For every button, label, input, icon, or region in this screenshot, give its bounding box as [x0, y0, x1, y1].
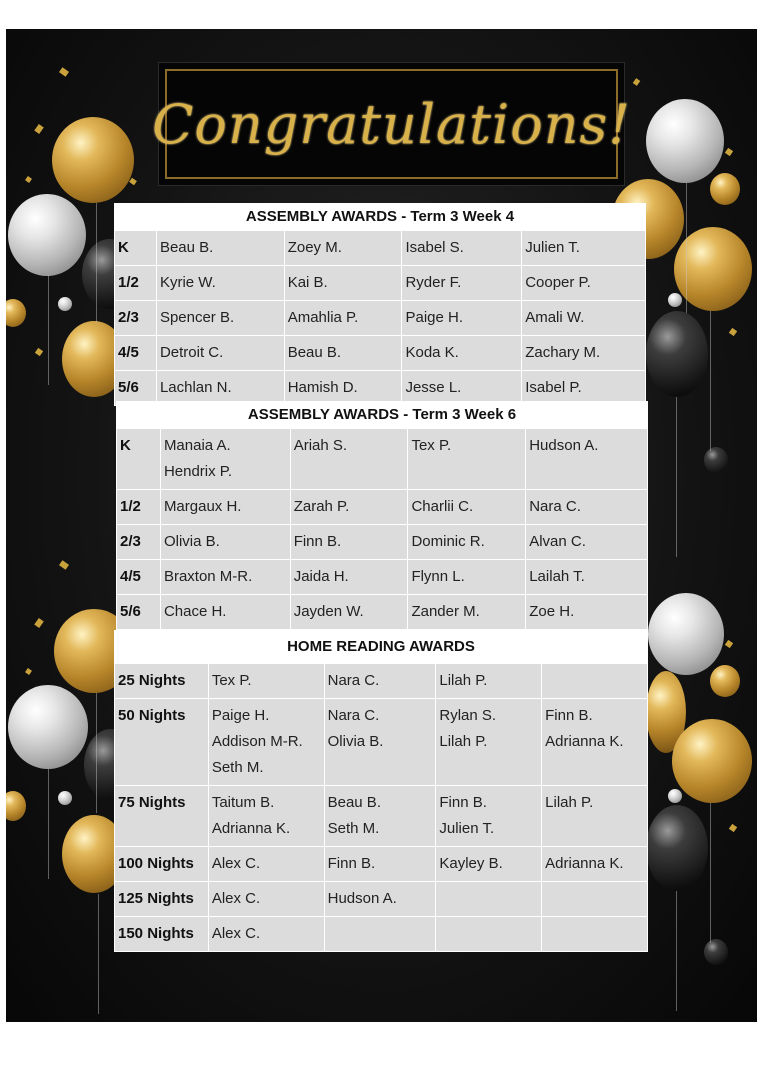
table-row: [117, 429, 648, 490]
table-cell: [542, 917, 648, 952]
table-row: [115, 882, 648, 917]
table-cell: [542, 664, 648, 699]
table-cell: [436, 917, 542, 952]
cell-line: Rylan S.: [439, 707, 497, 724]
table-row: [117, 490, 648, 525]
cell-line: Nara C.: [529, 498, 581, 515]
table-cell: Isabel P.: [522, 371, 646, 406]
table-cell: [542, 699, 648, 786]
black-balloon: [646, 311, 708, 397]
table-cell: Isabel S.: [402, 231, 522, 266]
silver-balloon: [8, 194, 86, 276]
confetti: [25, 176, 32, 183]
table-title: HOME READING AWARDS: [115, 631, 648, 664]
table-cell: Paige H.: [402, 301, 522, 336]
table-row: [117, 560, 648, 595]
confetti: [34, 124, 44, 134]
table-cell: [208, 699, 324, 786]
cell-line: Manaia A.: [163, 437, 231, 454]
cell-line: Finn B.: [545, 707, 593, 724]
table-cell: Spencer B.: [156, 301, 284, 336]
gold-balloon: [672, 719, 752, 803]
table-cell: Detroit C.: [156, 336, 284, 371]
cell-line: Alex C.: [211, 890, 261, 907]
table-cell: [408, 560, 526, 595]
table-cell: [160, 560, 290, 595]
row-label: K: [115, 231, 157, 266]
silver-balloon: [8, 685, 88, 769]
cell-line: Alex C.: [211, 925, 261, 942]
balloon-string: [676, 891, 677, 1011]
table-cell: [208, 917, 324, 952]
cell-line: Taitum B.: [211, 794, 275, 811]
table-cell: [436, 786, 542, 847]
row-label: 5/6: [117, 595, 161, 630]
table-cell: [160, 429, 290, 490]
cell-line: Tex P.: [211, 672, 252, 689]
table-cell: Ryder F.: [402, 266, 522, 301]
table-cell: [208, 882, 324, 917]
cell-line: Zander M.: [411, 603, 480, 620]
black-balloon: [704, 939, 728, 965]
cell-line: Adrianna K.: [211, 820, 291, 837]
table-title: ASSEMBLY AWARDS - Term 3 Week 4: [115, 204, 646, 231]
table-cell: [436, 847, 542, 882]
confetti: [729, 328, 737, 336]
cell-line: Braxton M-R.: [163, 568, 253, 585]
cell-line: Kayley B.: [439, 855, 503, 872]
table-cell: [436, 664, 542, 699]
confetti: [633, 78, 641, 86]
gold-balloon: [710, 665, 740, 697]
table-cell: [208, 786, 324, 847]
cell-line: Beau B.: [327, 794, 381, 811]
gold-balloon: [6, 791, 26, 821]
balloon-string: [710, 311, 711, 451]
confetti: [725, 640, 733, 648]
cell-line: Margaux H.: [163, 498, 242, 515]
table-row: [115, 664, 648, 699]
silver-balloon: [668, 789, 682, 803]
cell-line: Seth M.: [327, 820, 380, 837]
gold-balloon: [710, 173, 740, 205]
row-label: K: [117, 429, 161, 490]
table-cell: [324, 664, 436, 699]
cell-line: Adrianna K.: [545, 855, 624, 872]
table-cell: Beau B.: [284, 336, 402, 371]
confetti: [725, 148, 733, 156]
table-cell: [436, 699, 542, 786]
week6-awards-table: [116, 401, 648, 630]
cell-line: Hudson A.: [327, 890, 397, 907]
cell-line: Jaida H.: [293, 568, 349, 585]
row-label: 150 Nights: [115, 917, 209, 952]
table-cell: [526, 560, 648, 595]
table-cell: Amali W.: [522, 301, 646, 336]
table-cell: Zachary M.: [522, 336, 646, 371]
confetti: [59, 560, 69, 570]
table-cell: Amahlia P.: [284, 301, 402, 336]
table-row: [117, 525, 648, 560]
confetti: [129, 178, 137, 186]
gold-balloon: [6, 299, 26, 327]
cell-line: Adrianna K.: [545, 733, 624, 750]
table-cell: [208, 847, 324, 882]
table-row: [115, 917, 648, 952]
table-cell: [290, 525, 408, 560]
cell-line: Seth M.: [211, 759, 264, 776]
balloon-string: [686, 183, 687, 313]
row-label: 5/6: [115, 371, 157, 406]
cell-line: Lilah P.: [439, 733, 488, 750]
table-cell: Zoey M.: [284, 231, 402, 266]
cell-line: Nara C.: [327, 707, 380, 724]
cell-line: Lilah P.: [439, 672, 488, 689]
table-cell: Cooper P.: [522, 266, 646, 301]
balloon-string: [48, 769, 49, 879]
table-cell: [408, 595, 526, 630]
table-cell: [526, 490, 648, 525]
cell-line: Lailah T.: [529, 568, 585, 585]
confetti: [34, 618, 44, 628]
table-cell: [208, 664, 324, 699]
table-cell: [290, 429, 408, 490]
table-cell: [324, 699, 436, 786]
row-label: 25 Nights: [115, 664, 209, 699]
cell-line: Tex P.: [411, 437, 452, 454]
balloon-string: [96, 203, 97, 323]
balloon-string: [676, 397, 677, 557]
table-cell: [542, 847, 648, 882]
congratulations-banner: [152, 62, 631, 186]
table-cell: [324, 786, 436, 847]
black-balloon: [646, 805, 708, 891]
table-row: [115, 336, 646, 371]
table-cell: [526, 525, 648, 560]
cell-line: Zoe H.: [529, 603, 575, 620]
table-cell: [324, 882, 436, 917]
row-label: 2/3: [117, 525, 161, 560]
table-title: ASSEMBLY AWARDS - Term 3 Week 6: [117, 402, 648, 429]
table-cell: [526, 595, 648, 630]
cell-line: Nara C.: [327, 672, 380, 689]
table-cell: [408, 490, 526, 525]
table-cell: [160, 490, 290, 525]
banner-title: Congratulations!: [152, 92, 631, 156]
confetti: [35, 348, 43, 356]
table-row: [115, 231, 646, 266]
table-cell: [290, 595, 408, 630]
confetti: [59, 67, 69, 77]
cell-line: Ariah S.: [293, 437, 348, 454]
table-row: [115, 699, 648, 786]
cell-line: Chace H.: [163, 603, 227, 620]
gold-balloon: [52, 117, 134, 203]
table-cell: [542, 786, 648, 847]
cell-line: Olivia B.: [163, 533, 220, 550]
row-label: 125 Nights: [115, 882, 209, 917]
week4-awards-table: [114, 203, 646, 406]
table-row: [115, 847, 648, 882]
cell-line: Zarah P.: [293, 498, 350, 515]
table-cell: [324, 917, 436, 952]
cell-line: Olivia B.: [327, 733, 384, 750]
silver-balloon: [58, 791, 72, 805]
table-cell: Julien T.: [522, 231, 646, 266]
cell-line: Finn B.: [327, 855, 376, 872]
confetti: [25, 668, 32, 675]
table-cell: Lachlan N.: [156, 371, 284, 406]
row-label: 4/5: [115, 336, 157, 371]
balloon-string: [48, 275, 49, 385]
silver-balloon: [668, 293, 682, 307]
cell-line: Finn B.: [293, 533, 342, 550]
cell-line: Charlii C.: [411, 498, 474, 515]
cell-line: Hudson A.: [529, 437, 599, 454]
balloon-string: [98, 894, 99, 1014]
row-label: 2/3: [115, 301, 157, 336]
cell-line: Jayden W.: [293, 603, 364, 620]
table-row: [115, 266, 646, 301]
table-row: [115, 786, 648, 847]
table-cell: [290, 560, 408, 595]
table-cell: [408, 429, 526, 490]
table-cell: [526, 429, 648, 490]
home-reading-awards-table: [114, 630, 648, 952]
cell-line: Hendrix P.: [163, 463, 233, 480]
table-cell: [324, 847, 436, 882]
cell-line: Dominic R.: [411, 533, 485, 550]
table-cell: [290, 490, 408, 525]
confetti: [729, 824, 737, 832]
cell-line: Lilah P.: [545, 794, 594, 811]
silver-balloon: [58, 297, 72, 311]
banner-frame: [152, 69, 631, 179]
row-label: 1/2: [117, 490, 161, 525]
table-cell: [160, 525, 290, 560]
cell-line: Paige H.: [211, 707, 270, 724]
table-cell: [408, 525, 526, 560]
cell-line: Flynn L.: [411, 568, 465, 585]
balloon-string: [710, 803, 711, 943]
table-cell: [436, 882, 542, 917]
balloon-string: [96, 693, 97, 813]
table-row: [117, 595, 648, 630]
table-cell: [160, 595, 290, 630]
cell-line: Julien T.: [439, 820, 495, 837]
table-cell: Beau B.: [156, 231, 284, 266]
cell-line: Alex C.: [211, 855, 261, 872]
table-cell: Hamish D.: [284, 371, 402, 406]
cell-line: Addison M-R.: [211, 733, 303, 750]
black-balloon: [704, 447, 728, 473]
table-cell: [542, 882, 648, 917]
row-label: 100 Nights: [115, 847, 209, 882]
table-row: [115, 301, 646, 336]
table-cell: Kyrie W.: [156, 266, 284, 301]
row-label: 75 Nights: [115, 786, 209, 847]
silver-balloon: [648, 593, 724, 675]
cell-line: Alvan C.: [529, 533, 586, 550]
table-cell: Kai B.: [284, 266, 402, 301]
row-label: 50 Nights: [115, 699, 209, 786]
silver-balloon: [646, 99, 724, 183]
table-cell: Koda K.: [402, 336, 522, 371]
row-label: 1/2: [115, 266, 157, 301]
row-label: 4/5: [117, 560, 161, 595]
table-cell: Jesse L.: [402, 371, 522, 406]
cell-line: Finn B.: [439, 794, 487, 811]
awards-poster: [6, 29, 757, 1022]
